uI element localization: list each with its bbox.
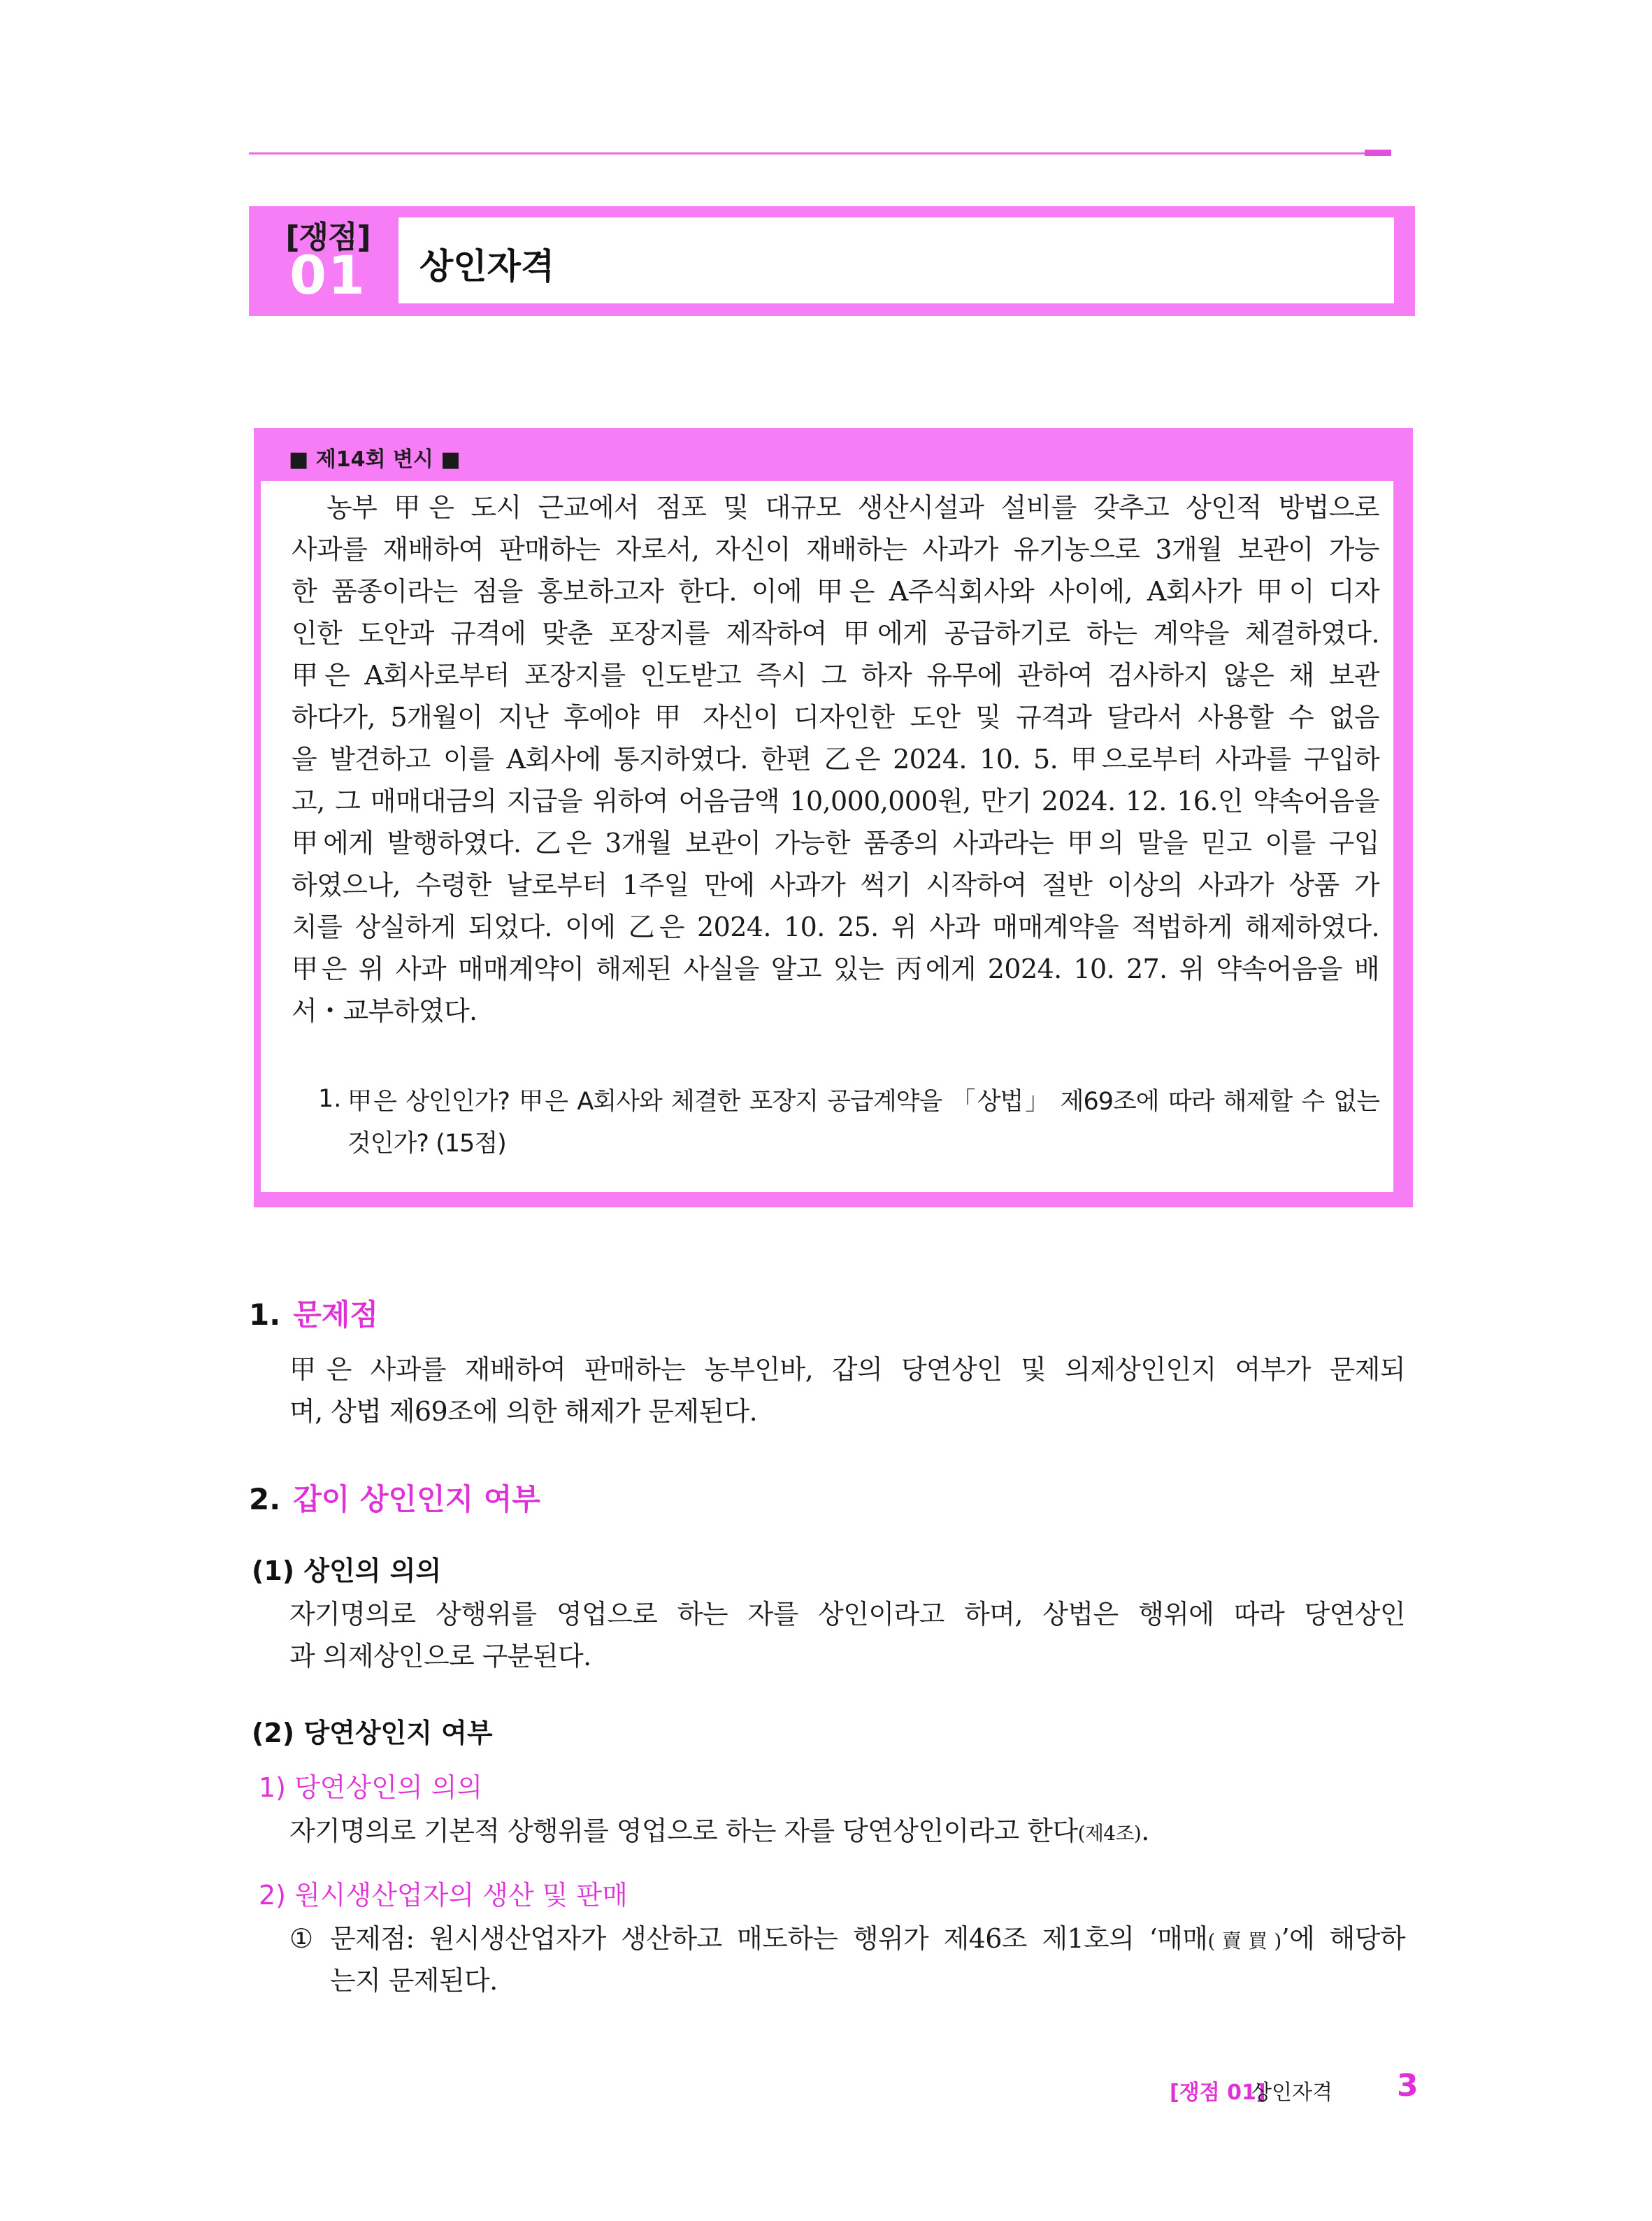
exam-label: ■ 제14회 변시 ■ bbox=[289, 447, 461, 472]
body-line: 며, 상법 제69조에 의한 해제가 문제된다. bbox=[289, 1396, 758, 1427]
scenario-line: 하다가, 5개월이 지난 후에야 甲 자신이 디자인한 도안 및 규격과 달라서 사용할 수 없음 bbox=[292, 702, 1379, 733]
body-line bbox=[289, 1813, 1149, 1851]
scenario-line: 한 품종이라는 점을 홍보하고자 한다. 이에 甲은 A주식회사와 사이에, A회사가 甲이 디자 bbox=[292, 576, 1379, 607]
footer-topic-tag: [쟁점 01] bbox=[1170, 2080, 1266, 2105]
question-number: 1. bbox=[318, 1085, 342, 1113]
section-heading bbox=[249, 1476, 540, 1518]
section-heading bbox=[249, 1292, 378, 1334]
scenario-line: 을 발견하고 이를 A회사에 통지하였다. 한편 乙은 2024. 10. 5. 甲으로부터 사과를 구입하 bbox=[292, 744, 1379, 775]
item-heading: 2) 원시생산업자의 생산 및 판매 bbox=[259, 1880, 628, 1911]
section-number: 1. bbox=[249, 1298, 281, 1332]
scenario-line: 甲에게 발행하였다. 乙은 3개월 보관이 가능한 품종의 사과라는 甲의 말을 믿고 이를 구입 bbox=[292, 828, 1379, 858]
point-text-end: ’에 해당하 bbox=[1281, 1923, 1406, 1954]
footer-title: 상인자격 bbox=[1251, 2080, 1333, 2105]
exam-question-box bbox=[254, 428, 1413, 1207]
body-line: 甲은 사과를 재배하여 판매하는 농부인바, 갑의 당연상인 및 의제상인인지 여부가 문제되 bbox=[289, 1354, 1405, 1385]
scenario-line: 서・교부하였다. bbox=[292, 996, 477, 1026]
question-line: 것인가? (15점) bbox=[347, 1130, 506, 1158]
item-text: 자기명의로 기본적 상행위를 영업으로 하는 자를 당연상인이라고 한다 bbox=[289, 1816, 1078, 1846]
scenario-line: 치를 상실하게 되었다. 이에 乙은 2024. 10. 25. 위 사과 매매계약을 적법하게 해제하였다. bbox=[292, 912, 1379, 942]
body-line: 과 의제상인으로 구분된다. bbox=[289, 1641, 591, 1672]
topic-title-box bbox=[398, 217, 1394, 303]
scenario-line: 甲은 A회사로부터 포장지를 인도받고 즉시 그 하자 유무에 관하여 검사하지 않은 채 보관 bbox=[292, 660, 1379, 691]
point-text: 문제점: 원시생산업자가 생산하고 매도하는 행위가 제46조 제1호의 ‘매매 bbox=[330, 1923, 1208, 1954]
section-title: 갑이 상인인지 여부 bbox=[293, 1482, 541, 1516]
point-marker: ① bbox=[289, 1923, 313, 1954]
sentence-end: . bbox=[1141, 1816, 1149, 1846]
top-rule-tab bbox=[1365, 150, 1391, 156]
topic-label: [쟁점] bbox=[285, 220, 371, 255]
scenario-line: 甲은 위 사과 매매계약이 해제된 사실을 알고 있는 丙에게 2024. 10. 27. 위 약속어음을 배 bbox=[292, 954, 1379, 984]
topic-title: 상인자격 bbox=[419, 246, 555, 287]
scenario-line: 고, 그 매매대금의 지급을 위하여 어음금액 10,000,000원, 만기 2024. 12. 16.인 약속어음을 bbox=[292, 786, 1379, 817]
topic-number: 01 bbox=[289, 244, 366, 306]
scenario-line: 사과를 재배하여 판매하는 자로서, 자신이 재배하는 사과가 유기농으로 3개월 보관이 가능 bbox=[292, 534, 1379, 565]
section-title: 문제점 bbox=[293, 1298, 378, 1332]
section-number: 2. bbox=[249, 1482, 281, 1516]
top-rule bbox=[249, 152, 1391, 154]
exam-question-body bbox=[261, 481, 1393, 1192]
question-line: 甲은 상인인가? 甲은 A회사와 체결한 포장지 공급계약을 「상법」 제69조에 따라 해제할 수 없는 bbox=[347, 1088, 1379, 1116]
item-heading: 1) 당연상인의 의의 bbox=[259, 1772, 483, 1803]
topic-header bbox=[249, 206, 1415, 316]
page-number: 3 bbox=[1397, 2068, 1418, 2104]
body-line: 자기명의로 상행위를 영업으로 하는 자를 상인이라고 하며, 상법은 행위에 따라 당연상인 bbox=[289, 1599, 1405, 1630]
statute-reference: (제4조) bbox=[1077, 1822, 1142, 1845]
body-line: 는지 문제된다. bbox=[330, 1965, 498, 1996]
scenario-line: 하였으나, 수령한 날로부터 1주일 만에 사과가 썩기 시작하여 절반 이상의 사과가 상품 가 bbox=[292, 870, 1379, 900]
body-line bbox=[330, 1921, 1405, 1959]
subsection-heading: (2) 당연상인지 여부 bbox=[252, 1718, 493, 1748]
scenario-line: 농부 甲은 도시 근교에서 점포 및 대규모 생산시설과 설비를 갖추고 상인적 방법으로 bbox=[292, 492, 1379, 523]
hanja-annotation: (賣買) bbox=[1207, 1929, 1281, 1953]
scenario-line: 인한 도안과 규격에 맞춘 포장지를 제작하여 甲에게 공급하기로 하는 계약을 체결하였다. bbox=[292, 618, 1379, 649]
subsection-heading: (1) 상인의 의의 bbox=[252, 1555, 442, 1586]
